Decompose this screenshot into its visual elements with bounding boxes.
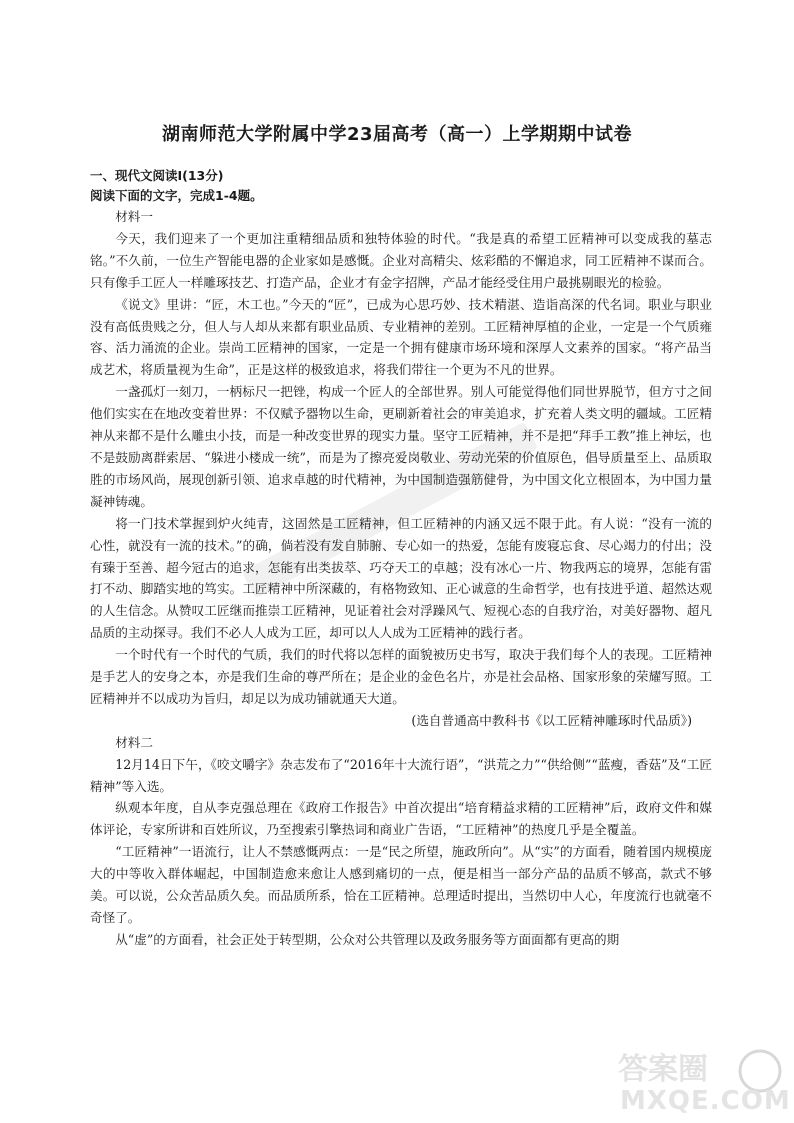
body-paragraph: 今天，我们迎来了一个更加注重精细品质和独特体验的时代。“我是真的希望工匠精神可以变成我的墓志铭。”不久前，一位生产智能电器的企业家如是感慨。企业对高精尖、炫彩酷的不懈追求，同工匠精神不谋而合。只有像手工匠人一样雕琢技艺、打造产品，企业才有金字招牌，产品才能经受住用户最挑剔眼光的检验。: [90, 230, 712, 290]
body-paragraph: 将一门技术掌握到炉火纯青，这固然是工匠精神，但工匠精神的内涵又远不限于此。有人说：“没有一流的心性，就没有一流的技术。”的确，倘若没有发自肺腑、专心如一的热爱，怎能有废寝忘食、尽心竭力的付出；没有臻于至善、超今冠古的追求，怎能有出类拔萃、巧夺天工的卓越；没有冰心一片、物我两忘的境界，怎能有雷打不动、脚踏实地的笃实。工匠精神中所深藏的，有格物致知、正心诚意的生命哲学，也有技进乎道、超然达观的人生信念。从赞叹工匠继而推崇工匠精神，见证着社会对浮躁风气、短视心态的自我疗治，对美好器物、超凡品质的主动探寻。我们不必人人成为工匠，却可以人人成为工匠精神的践行者。: [90, 515, 712, 641]
body-paragraph: 纵观本年度，自从李克强总理在《政府工作报告》中首次提出“培育精益求精的工匠精神”后，政府文件和媒体评论，专家所讲和百姓所议，乃至搜索引擎热词和商业广告语，“工匠精神”的热度几乎是全覆盖。: [90, 800, 712, 838]
watermark-site-text: MXQE.COM: [620, 1086, 790, 1115]
material-label: 材料一: [115, 209, 153, 224]
body-paragraph: 一个时代有一个时代的气质，我们的时代将以怎样的面貌被历史书写，取决于我们每个人的表现。工匠精神是手艺人的安身之本，亦是我们生命的尊严所在；是企业的金色名片，亦是社会品格、国家形象的荣耀写照。工匠精神并不以成功为旨归，却足以为成功铺就通天大道。: [90, 647, 712, 706]
body-paragraph: 一盏孤灯一刻刀，一柄标尺一把锉，构成一个匠人的全部世界。别人可能觉得他们同世界脱节，但方寸之间他们实实在在地改变着世界：不仅赋予器物以生命，更刷新着社会的审美追求，扩充着人类文明的疆域。工匠精神从来都不是什么雕虫小技，而是一种改变世界的现实力量。坚守工匠精神，并不是把“拜手工教”推上神坛，也不是鼓励离群索居、“躲进小楼成一统”，而是为了擦亮爱岗敬业、劳动光荣的价值原色，倡导质量至上、品质取胜的市场风尚，展现创新引领、追求卓越的时代精神，为中国制造强筋健骨，为中国文化立根固本，为中国力量凝神铸魂。: [90, 384, 712, 509]
site-watermark-logo: [610, 1045, 790, 1115]
section-heading: 一、现代文阅读Ⅰ(13分): [90, 168, 224, 183]
body-paragraph: 12月14日下午，《咬文嚼字》杂志发布了“2016年十大流行语”，“洪荒之力”“供给侧”“蓝瘦，香菇”及“工匠精神”等入选。: [90, 756, 712, 794]
reading-instruction: 阅读下面的文字，完成1-4题。: [90, 188, 263, 203]
document-body: [90, 206, 712, 951]
source-citation: (选自普通高中教科书《以工匠精神雕琢时代品质》): [411, 712, 692, 728]
material-label: 材料二: [115, 734, 153, 750]
body-paragraph: “工匠精神”一语流行，让人不禁感慨两点：一是“民之所望，施政所向”。从“实”的方面看，随着国内规模庞大的中等收入群体崛起，中国制造愈来愈让人感到痛切的一点，便是相当一部分产品的品质不够高，款式不够美。可以说，公众苦品质久矣。而品质所系，恰在工匠精神。总理适时提出，当然切中人心，年度流行也就毫不奇怪了。: [90, 844, 712, 925]
body-paragraph: 从“虚”的方面看，社会正处于转型期，公众对公共管理以及政务服务等方面面都有更高的期: [115, 931, 620, 947]
body-paragraph: 《说文》里讲：“匠，木工也。”今天的“匠”，已成为心思巧妙、技术精湛、造诣高深的代名词。职业与职业没有高低贵贱之分，但人与人却从来都有职业品质、专业精神的差别。工匠精神厚植的企业，一定是一个气质雍容、活力涌流的企业。崇尚工匠精神的国家，一定是一个拥有健康市场环境和深厚人文素养的国家。“将产品当成艺术，将质量视为生命”，正是这样的极致追求，将我们带往一个更为不凡的世界。: [90, 296, 712, 378]
document-title: 湖南师范大学附属中学23届高考（高一）上学期期中试卷: [161, 124, 633, 145]
watermark-brand-text: 答案圈: [618, 1052, 708, 1087]
